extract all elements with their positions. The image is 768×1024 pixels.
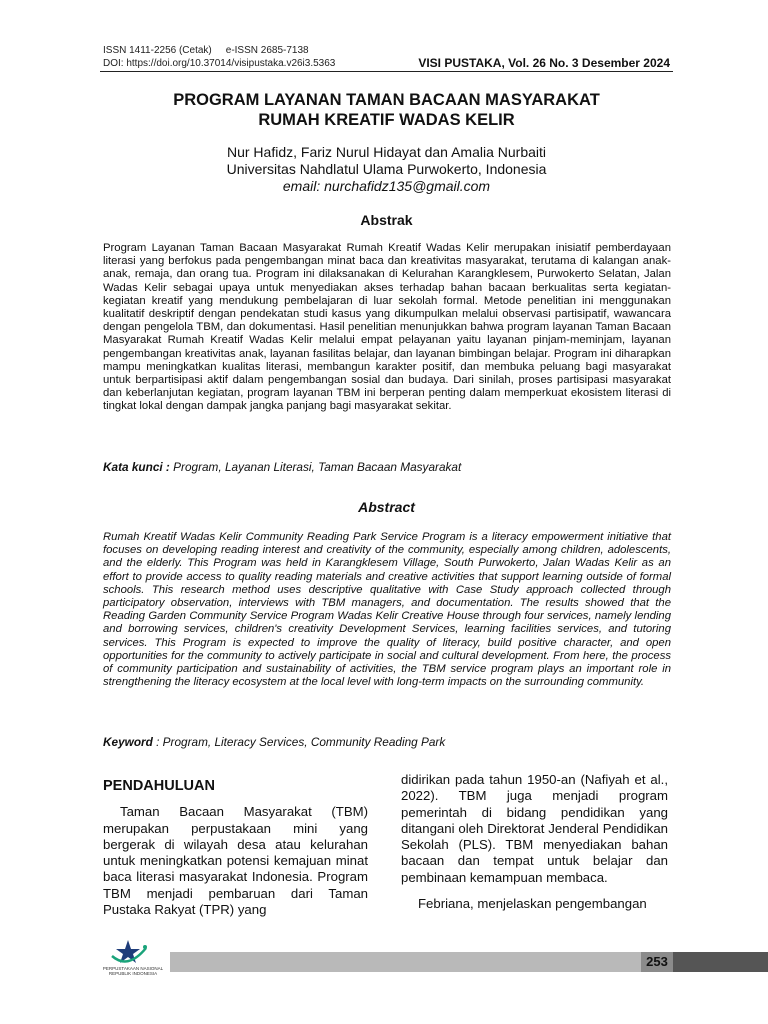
intro-left-column xyxy=(103,778,368,918)
author-block xyxy=(100,144,673,195)
header-meta xyxy=(103,44,335,70)
title-line-2: RUMAH KREATIF WADAS KELIR xyxy=(258,111,515,129)
footer-bar xyxy=(170,952,673,972)
author-affiliation: Universitas Nahdlatul Ulama Purwokerto, Indonesia xyxy=(226,161,547,177)
title-line-1: PROGRAM LAYANAN TAMAN BACAAN MASYARAKAT xyxy=(173,91,600,109)
issn-online: e-ISSN 2685-7138 xyxy=(225,45,309,56)
abstrak-body: Program Layanan Taman Bacaan Masyarakat Rumah Kreatif Wadas Kelir merupakan inisiatif pemberdayaan literasi yang berfokus pada pengembangan minat baca dan kreativitas masyarakat, terutama di kalangan anak-anak, remaja, dan orang tua. Program ini dilaksanakan di Kelurahan Karangklesem, Purwokerto Selatan, Jalan Wadas Kelir sebagai upaya untuk menyediakan akses terhadap bahan bacaan berkualitas serta kegiatan-kegiatan kreatif yang mendukung pembelajaran di luar sekolah formal. Metode penelitian ini menggunakan kualitatif deskriptif dengan pendekatan studi kasus yang dikumpulkan melalui observasi partisipatif, wawancara dengan pengelola TBM, dan dokumentasi. Hasil penelitian menunjukkan bahwa program layanan Taman Bacaan Masyarakat Rumah Kreatif Wadas Kelir melalui empat pelayanan yaitu layanan pinjam-meminjam, layanan pengembangan kreativitas anak, layanan fasilitas belajar, dan layanan bimbingan belajar. Program ini diharapkan mampu meningkatkan kualitas literasi, membangun karakter positif, dan membuka peluang bagi masyarakat untuk berpartisipasi aktif dalam pengembangan sosial dan budaya. Dari sinilah, proses partisipasi masyarakat dan keberlanjutan kegiatan, program layanan TBM ini berperan penting dalam memperkuat ekosistem literasi di tingkat lokal dengan dampak jangka panjang bagi masyarakat sekitar. xyxy=(103,242,671,413)
intro-paragraph-2: didirikan pada tahun 1950-an (Nafiyah et al., 2022). TBM juga menjadi program pemerintah di bidang pendidikan yang ditangani oleh Direktorat Jenderal Pendidikan Sekolah (PLS). TBM menyediakan bahan bacaan dan tempat untuk belajar dan pembinaan kemampuan membaca. xyxy=(401,772,668,885)
header-divider xyxy=(100,71,673,72)
keyword-label: Keyword xyxy=(103,735,153,749)
intro-heading: PENDAHULUAN xyxy=(103,778,215,794)
logo-caption-main: PERPUSTAKAAN NASIONAL xyxy=(102,966,164,971)
abstract-heading: Abstract xyxy=(358,499,415,515)
doi-link[interactable]: DOI: https://doi.org/10.37014/visipustaka.v26i3.5363 xyxy=(103,58,336,69)
page-number: 253 xyxy=(641,952,673,972)
logo-caption-sub: REPUBLIK INDONESIA xyxy=(108,971,158,976)
abstract-body: Rumah Kreatif Wadas Kelir Community Reading Park Service Program is a literacy empowerment initiative that focuses on developing reading interest and creativity of the community, especially among children, adolescents, and the elderly. This Program was held in Karangklesem Village, South Purwokerto, Jalan Wadas Kelir as an effort to provide access to quality reading materials and creative activities that support learning outside of formal schools. This research method uses descriptive qualitative with Case Study approach collected through participatory observation, interviews with TBM managers, and documentation. The results showed that the Reading Garden Community Service Program Wadas Kelir Creative House through four services, namely lending and borrowing services, children's creativity Development Services, learning facilities services, and tutoring services. This Program is expected to improve the quality of literacy, build positive character, and open opportunities for the community to actively participate in social and cultural development. From here, the process of community participation and sustainability of activities, the TBM service program plays an important role in strengthening the literacy ecosystem at the local level with long-term impacts on the surrounding community. xyxy=(103,531,671,689)
footer-bar-dark xyxy=(673,952,768,972)
issn-print: ISSN 1411-2256 (Cetak) xyxy=(103,45,212,56)
logo-caption xyxy=(98,966,168,976)
intro-paragraph-1: Taman Bacaan Masyarakat (TBM) merupakan perpustakaan mini yang bergerak di wilayah desa atau kelurahan untuk meningkatkan potensi kemajuan minat baca literasi masyarakat Indonesia. Program TBM menjadi pembaruan dari Taman Pustaka Rakyat (TPR) yang xyxy=(103,804,368,918)
author-email[interactable]: email: nurchafidz135@gmail.com xyxy=(282,178,491,194)
kata-kunci xyxy=(103,460,671,474)
keyword xyxy=(103,735,671,749)
keyword-text: : Program, Literacy Services, Community Reading Park xyxy=(152,735,446,749)
intro-right-column xyxy=(401,772,668,912)
paper-title xyxy=(100,90,673,130)
kata-kunci-label: Kata kunci : xyxy=(103,460,170,474)
kata-kunci-text: Program, Layanan Literasi, Taman Bacaan Masyarakat xyxy=(169,460,462,474)
author-names: Nur Hafidz, Fariz Nurul Hidayat dan Amalia Nurbaiti xyxy=(226,144,546,160)
journal-name: VISI PUSTAKA, Vol. 26 No. 3 Desember 2024 xyxy=(418,56,670,70)
abstrak-heading: Abstrak xyxy=(360,212,413,228)
intro-paragraph-3: Febriana, menjelaskan pengembangan xyxy=(418,896,647,912)
